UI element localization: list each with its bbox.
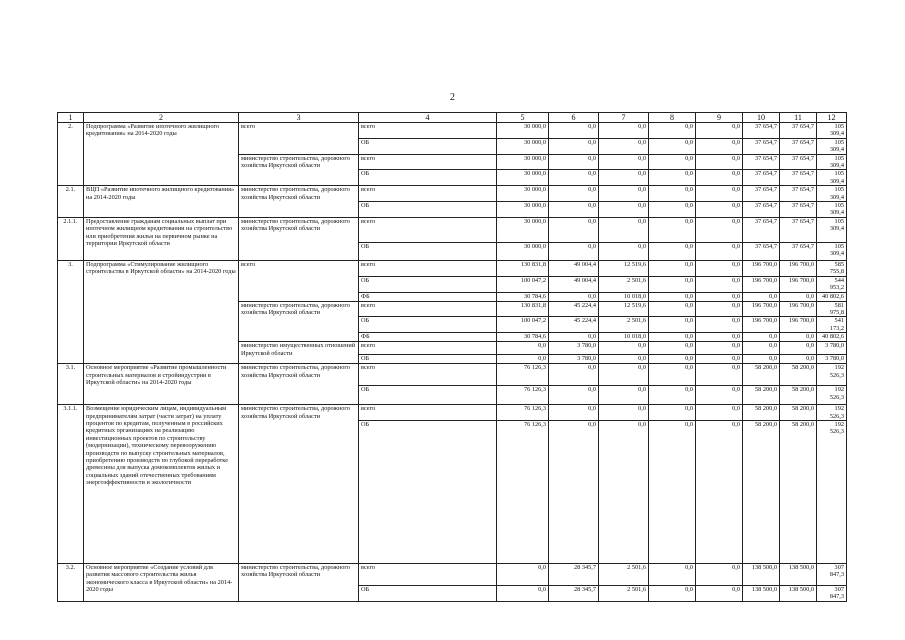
value-cell: 0,0 (696, 170, 743, 186)
value-cell: 0,0 (649, 202, 696, 218)
value-cell: 37 654,7 (780, 170, 817, 186)
value-cell: 0,0 (497, 585, 549, 601)
value-cell: 0,0 (599, 138, 649, 154)
value-cell: 30 000,0 (497, 154, 549, 170)
value-cell: 307 847,3 (817, 585, 847, 601)
item-name: Возмещение юридическим лицам, индивидуальным предпринимателям затрат (части затрат) на уплату процентов по кредитам, полученным в российских кредитных организациях на реализацию инвестиционных проектов по строительству (модернизации), техническому перевооружению производств по выпуску строительных материалов, приобретению производств по глубокой переработке древесины для выпуска домокомплектов жилых и социальных зданий отечественных требованиям энергоэффективности и экологичности (84, 405, 239, 564)
value-cell: 37 654,7 (743, 123, 780, 139)
value-cell: 37 654,7 (780, 217, 817, 242)
value-cell: 28 345,7 (549, 563, 599, 585)
funding-source: ОБ (359, 386, 497, 405)
value-cell: 0,0 (780, 355, 817, 364)
value-cell: 30 000,0 (497, 186, 549, 202)
value-cell: 105 309,4 (817, 123, 847, 139)
value-cell: 0,0 (497, 342, 549, 355)
value-cell: 192 526,3 (817, 420, 847, 563)
value-cell: 0,0 (599, 186, 649, 202)
value-cell: 581 975,8 (817, 301, 847, 317)
header-cell: 8 (649, 113, 696, 123)
value-cell: 196 700,0 (743, 301, 780, 317)
value-cell: 196 700,0 (743, 276, 780, 292)
value-cell: 105 309,4 (817, 170, 847, 186)
funding-source: всего (359, 186, 497, 202)
value-cell: 138 500,0 (780, 563, 817, 585)
value-cell: 76 126,3 (497, 364, 549, 386)
value-cell: 58 200,0 (780, 405, 817, 421)
value-cell: 138 500,0 (743, 563, 780, 585)
value-cell: 30 000,0 (497, 217, 549, 242)
value-cell: 196 700,0 (780, 301, 817, 317)
value-cell: 0,0 (696, 333, 743, 342)
value-cell: 0,0 (696, 301, 743, 317)
value-cell: 45 224,4 (549, 317, 599, 333)
executor: всего (239, 260, 359, 301)
funding-source: ОБ (359, 585, 497, 601)
value-cell: 0,0 (549, 123, 599, 139)
value-cell: 0,0 (649, 292, 696, 301)
value-cell: 0,0 (649, 260, 696, 276)
value-cell: 105 309,4 (817, 154, 847, 170)
table-row (58, 186, 847, 202)
table-row (58, 563, 847, 585)
value-cell: 0,0 (743, 355, 780, 364)
value-cell: 0,0 (649, 342, 696, 355)
value-cell: 0,0 (696, 123, 743, 139)
item-index: 3. (58, 260, 84, 363)
value-cell: 0,0 (743, 342, 780, 355)
item-index: 2.1. (58, 186, 84, 218)
funding-source: ОБ (359, 138, 497, 154)
executor: министерство строительства, дорожного хозяйства Иркутской области (239, 405, 359, 564)
value-cell: 138 500,0 (743, 585, 780, 601)
value-cell: 40 802,6 (817, 292, 847, 301)
value-cell: 0,0 (649, 138, 696, 154)
value-cell: 307 847,3 (817, 563, 847, 585)
header-cell: 11 (780, 113, 817, 123)
value-cell: 30 000,0 (497, 138, 549, 154)
value-cell: 37 654,7 (780, 186, 817, 202)
value-cell: 30 000,0 (497, 170, 549, 186)
value-cell: 0,0 (599, 202, 649, 218)
value-cell: 0,0 (549, 292, 599, 301)
value-cell: 105 309,4 (817, 138, 847, 154)
value-cell: 0,0 (549, 154, 599, 170)
executor: министерство строительства, дорожного хозяйства Иркутской области (239, 301, 359, 342)
value-cell: 3 780,0 (549, 355, 599, 364)
value-cell: 0,0 (497, 355, 549, 364)
value-cell: 541 173,2 (817, 317, 847, 333)
value-cell: 28 345,7 (549, 585, 599, 601)
header-cell: 3 (239, 113, 359, 123)
value-cell: 37 654,7 (743, 170, 780, 186)
funding-source: всего (359, 364, 497, 386)
executor: министерство строительства, дорожного хозяйства Иркутской области (239, 217, 359, 260)
value-cell: 0,0 (497, 563, 549, 585)
executor: министерство строительства, дорожного хозяйства Иркутской области (239, 563, 359, 601)
value-cell: 58 200,0 (780, 420, 817, 563)
value-cell: 0,0 (649, 405, 696, 421)
item-name: Основное мероприятие «Развитие промышленности строительных материалов и стройиндустрии в Иркутской области» на 2014-2020 годы (84, 364, 239, 405)
value-cell: 0,0 (649, 154, 696, 170)
value-cell: 0,0 (696, 260, 743, 276)
value-cell: 30 000,0 (497, 123, 549, 139)
value-cell: 37 654,7 (743, 217, 780, 242)
header-cell: 6 (549, 113, 599, 123)
header-cell: 5 (497, 113, 549, 123)
value-cell: 0,0 (696, 292, 743, 301)
value-cell: 76 126,3 (497, 405, 549, 421)
funding-source: ОБ (359, 317, 497, 333)
funding-source: всего (359, 342, 497, 355)
value-cell: 0,0 (780, 333, 817, 342)
value-cell: 192 526,3 (817, 364, 847, 386)
value-cell: 0,0 (549, 217, 599, 242)
funding-source: ОБ (359, 420, 497, 563)
value-cell: 37 654,7 (780, 242, 817, 260)
value-cell: 0,0 (649, 123, 696, 139)
value-cell: 2 501,6 (599, 585, 649, 601)
item-index: 2. (58, 123, 84, 186)
value-cell: 0,0 (649, 170, 696, 186)
value-cell: 130 831,8 (497, 301, 549, 317)
value-cell: 0,0 (549, 364, 599, 386)
value-cell: 0,0 (649, 333, 696, 342)
value-cell: 0,0 (649, 186, 696, 202)
header-cell: 12 (817, 113, 847, 123)
value-cell: 58 200,0 (780, 386, 817, 405)
value-cell: 196 700,0 (743, 317, 780, 333)
value-cell: 37 654,7 (743, 242, 780, 260)
value-cell: 138 500,0 (780, 585, 817, 601)
value-cell: 0,0 (599, 386, 649, 405)
funding-source: всего (359, 405, 497, 421)
funding-source: ФБ (359, 333, 497, 342)
value-cell: 0,0 (696, 317, 743, 333)
value-cell: 0,0 (549, 242, 599, 260)
value-cell: 0,0 (696, 242, 743, 260)
value-cell: 49 004,4 (549, 276, 599, 292)
value-cell: 30 784,6 (497, 292, 549, 301)
value-cell: 0,0 (649, 563, 696, 585)
value-cell: 0,0 (696, 138, 743, 154)
value-cell: 105 309,4 (817, 186, 847, 202)
value-cell: 37 654,7 (780, 202, 817, 218)
value-cell: 0,0 (649, 217, 696, 242)
value-cell: 105 309,4 (817, 202, 847, 218)
value-cell: 105 309,4 (817, 217, 847, 242)
value-cell: 544 953,2 (817, 276, 847, 292)
value-cell: 0,0 (549, 202, 599, 218)
header-cell: 4 (359, 113, 497, 123)
value-cell: 0,0 (780, 292, 817, 301)
value-cell: 0,0 (743, 292, 780, 301)
value-cell: 30 784,6 (497, 333, 549, 342)
value-cell: 37 654,7 (743, 202, 780, 218)
value-cell: 0,0 (696, 342, 743, 355)
value-cell: 0,0 (696, 355, 743, 364)
funding-source: всего (359, 563, 497, 585)
value-cell: 58 200,0 (743, 386, 780, 405)
table-row (58, 123, 847, 139)
value-cell: 37 654,7 (743, 186, 780, 202)
value-cell: 196 700,0 (780, 276, 817, 292)
value-cell: 0,0 (599, 123, 649, 139)
value-cell: 0,0 (696, 202, 743, 218)
value-cell: 40 802,6 (817, 333, 847, 342)
value-cell: 100 047,2 (497, 317, 549, 333)
value-cell: 0,0 (549, 405, 599, 421)
value-cell: 76 126,3 (497, 386, 549, 405)
table-body (58, 113, 847, 602)
value-cell: 105 309,4 (817, 242, 847, 260)
value-cell: 2 501,6 (599, 563, 649, 585)
header-row (58, 113, 847, 123)
value-cell: 0,0 (549, 386, 599, 405)
value-cell: 192 526,3 (817, 386, 847, 405)
value-cell: 49 004,4 (549, 260, 599, 276)
value-cell: 196 700,0 (743, 260, 780, 276)
funding-source: всего (359, 123, 497, 139)
value-cell: 2 501,6 (599, 317, 649, 333)
value-cell: 76 126,3 (497, 420, 549, 563)
value-cell: 0,0 (599, 154, 649, 170)
value-cell: 45 224,4 (549, 301, 599, 317)
item-index: 2.1.1. (58, 217, 84, 260)
funding-source: всего (359, 154, 497, 170)
funding-source: ОБ (359, 276, 497, 292)
value-cell: 10 018,0 (599, 292, 649, 301)
item-name: Предоставление гражданам социальных выплат при ипотечном жилищном кредитовании на строительство или приобретения жилья на первичном рынке на территории Иркутской области (84, 217, 239, 260)
funding-source: всего (359, 217, 497, 242)
table-row (58, 405, 847, 421)
value-cell: 12 519,6 (599, 301, 649, 317)
header-cell: 9 (696, 113, 743, 123)
value-cell: 37 654,7 (780, 123, 817, 139)
value-cell: 0,0 (599, 355, 649, 364)
funding-source: ОБ (359, 242, 497, 260)
value-cell: 30 000,0 (497, 202, 549, 218)
header-cell: 2 (84, 113, 239, 123)
value-cell: 0,0 (599, 405, 649, 421)
item-index: 3.1.1. (58, 405, 84, 564)
value-cell: 0,0 (696, 563, 743, 585)
value-cell: 0,0 (549, 333, 599, 342)
value-cell: 130 831,8 (497, 260, 549, 276)
value-cell: 0,0 (743, 333, 780, 342)
value-cell: 58 200,0 (743, 420, 780, 563)
header-cell: 7 (599, 113, 649, 123)
item-index: 3.2. (58, 563, 84, 601)
executor: министерство строительства, дорожного хозяйства Иркутской области (239, 186, 359, 218)
value-cell: 0,0 (599, 170, 649, 186)
value-cell: 2 501,6 (599, 276, 649, 292)
value-cell: 0,0 (649, 355, 696, 364)
value-cell: 0,0 (599, 342, 649, 355)
header-cell: 1 (58, 113, 84, 123)
value-cell: 192 526,3 (817, 405, 847, 421)
value-cell: 0,0 (549, 170, 599, 186)
value-cell: 0,0 (696, 154, 743, 170)
value-cell: 58 200,0 (743, 364, 780, 386)
value-cell: 10 018,0 (599, 333, 649, 342)
funding-source: всего (359, 260, 497, 276)
value-cell: 0,0 (780, 342, 817, 355)
value-cell: 100 047,2 (497, 276, 549, 292)
funding-source: ОБ (359, 170, 497, 186)
funding-source: всего (359, 301, 497, 317)
header-cell: 10 (743, 113, 780, 123)
value-cell: 0,0 (696, 585, 743, 601)
executor: министерство имущественных отношений Иркутской области (239, 342, 359, 364)
table-row (58, 260, 847, 276)
executor: всего (239, 123, 359, 155)
value-cell: 0,0 (696, 364, 743, 386)
value-cell: 585 755,8 (817, 260, 847, 276)
value-cell: 0,0 (696, 186, 743, 202)
funding-source: ОБ (359, 355, 497, 364)
value-cell: 37 654,7 (780, 138, 817, 154)
value-cell: 0,0 (649, 585, 696, 601)
item-name: Подпрограмма «Стимулирование жилищного строительства в Иркутской области» на 2014-2020 годы (84, 260, 239, 363)
page-number: 2 (450, 92, 455, 103)
value-cell: 0,0 (649, 276, 696, 292)
executor: министерство строительства, дорожного хозяйства Иркутской области (239, 154, 359, 186)
value-cell: 0,0 (649, 420, 696, 563)
value-cell: 30 000,0 (497, 242, 549, 260)
value-cell: 0,0 (696, 276, 743, 292)
item-name: Подпрограмма «Развитие ипотечного жилищного кредитования» на 2014-2020 годы (84, 123, 239, 186)
value-cell: 0,0 (549, 420, 599, 563)
value-cell: 3 780,0 (549, 342, 599, 355)
budget-table (57, 112, 847, 602)
value-cell: 0,0 (549, 138, 599, 154)
item-name: Основное мероприятие «Создание условий для развития массового строительства жилья экономического класса в Иркутской области» на 2014-2020 годы (84, 563, 239, 601)
funding-source: ОБ (359, 202, 497, 218)
value-cell: 0,0 (599, 364, 649, 386)
value-cell: 0,0 (696, 405, 743, 421)
value-cell: 0,0 (599, 420, 649, 563)
value-cell: 37 654,7 (780, 154, 817, 170)
item-name: ВЦП «Развитие ипотечного жилищного кредитования» на 2014-2020 годы (84, 186, 239, 218)
value-cell: 3 780,0 (817, 355, 847, 364)
table-row (58, 217, 847, 242)
value-cell: 0,0 (696, 420, 743, 563)
value-cell: 0,0 (649, 386, 696, 405)
table-row (58, 364, 847, 386)
value-cell: 0,0 (599, 242, 649, 260)
value-cell: 58 200,0 (780, 364, 817, 386)
value-cell: 37 654,7 (743, 154, 780, 170)
funding-source: ФБ (359, 292, 497, 301)
value-cell: 3 780,0 (817, 342, 847, 355)
value-cell: 196 700,0 (780, 260, 817, 276)
value-cell: 0,0 (649, 317, 696, 333)
value-cell: 0,0 (696, 217, 743, 242)
value-cell: 0,0 (649, 364, 696, 386)
executor: министерство строительства, дорожного хозяйства Иркутской области (239, 364, 359, 405)
value-cell: 58 200,0 (743, 405, 780, 421)
value-cell: 196 700,0 (780, 317, 817, 333)
value-cell: 0,0 (696, 386, 743, 405)
value-cell: 0,0 (649, 242, 696, 260)
value-cell: 0,0 (599, 217, 649, 242)
item-index: 3.1. (58, 364, 84, 405)
value-cell: 0,0 (549, 186, 599, 202)
value-cell: 0,0 (649, 301, 696, 317)
value-cell: 12 519,6 (599, 260, 649, 276)
value-cell: 37 654,7 (743, 138, 780, 154)
